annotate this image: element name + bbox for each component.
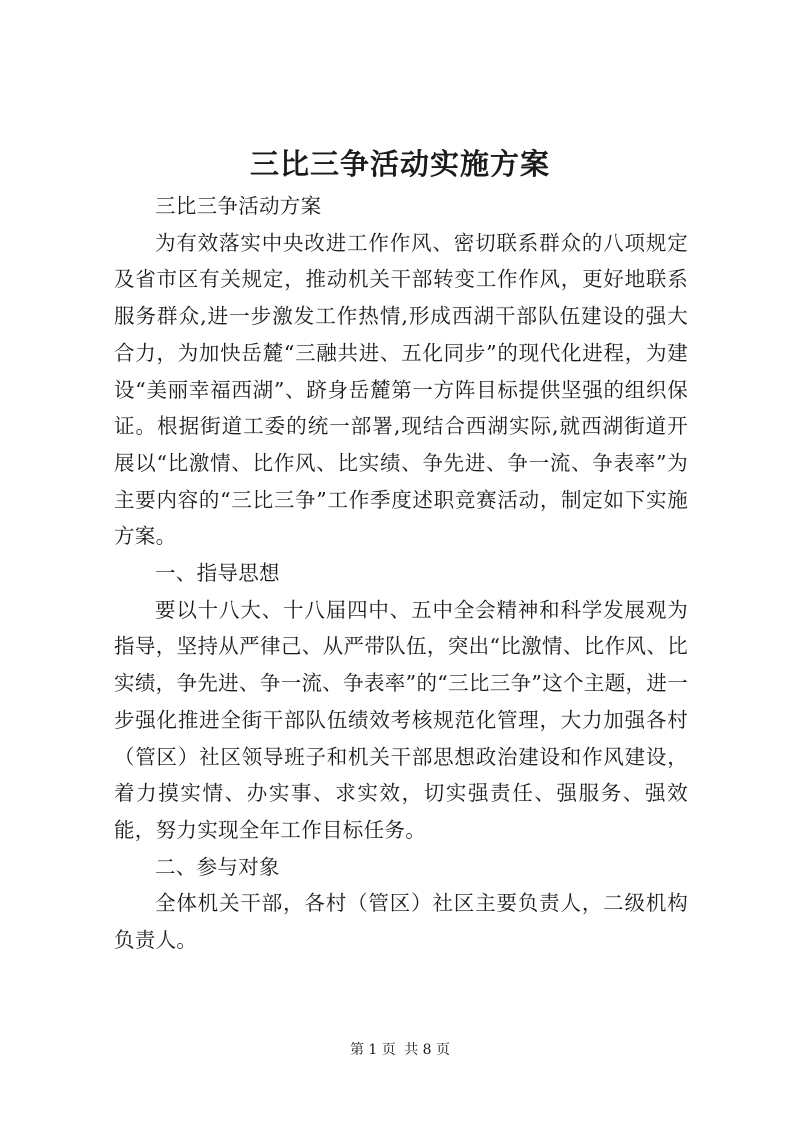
page-total: 共 8 页 — [404, 1042, 451, 1058]
section-heading-participants: 二、参与对象 — [155, 854, 280, 879]
paragraph-guiding-ideology: 要以十八大、十八届四中、五中全会精神和科学发展观为指导，坚持从严律己、从严带队伍，突出“比激情、比作风、比实绩，争先进、争一流、争表率”的“三比三争”这个主题，进一步强化推进全街干部队伍绩效考核规范化管理，大力加强各村（管区）社区领导班子和机关干部思想政治建设和作风建设，着力摸实情、办实事、求实效，切实强责任、强服务、强效能，努力实现全年工作目标任务。 — [114, 597, 688, 842]
paragraph-subtitle: 三比三争活动方案 — [155, 194, 322, 218]
paragraph-participants: 全体机关干部，各村（管区）社区主要负责人，二级机构负责人。 — [114, 891, 688, 953]
paragraph-intro: 为有效落实中央改进工作作风、密切联系群众的八项规定及省市区有关规定，推动机关干部转变工作作风，更好地联系服务群众,进一步激发工作热情,形成西湖干部队伍建设的强大合力，为加快岳麓“三融共进、五化同步”的现代化进程，为建设“美丽幸福西湖”、跻身岳麓第一方阵目标提供坚强的组织保证。根据街道工委的统一部署,现结合西湖实际,就西湖街道开展以“比激情、比作风、比实绩、争先进、争一流、争表率”为主要内容的“三比三争”工作季度述职竞赛活动，制定如下实施方案。 — [114, 230, 688, 549]
section-heading-guiding-ideology: 一、指导思想 — [155, 561, 280, 586]
page-number: 第 1 页 — [349, 1042, 396, 1058]
page-footer — [0, 1040, 800, 1060]
document-title: 三比三争活动实施方案 — [249, 147, 550, 181]
document-body — [114, 188, 688, 959]
